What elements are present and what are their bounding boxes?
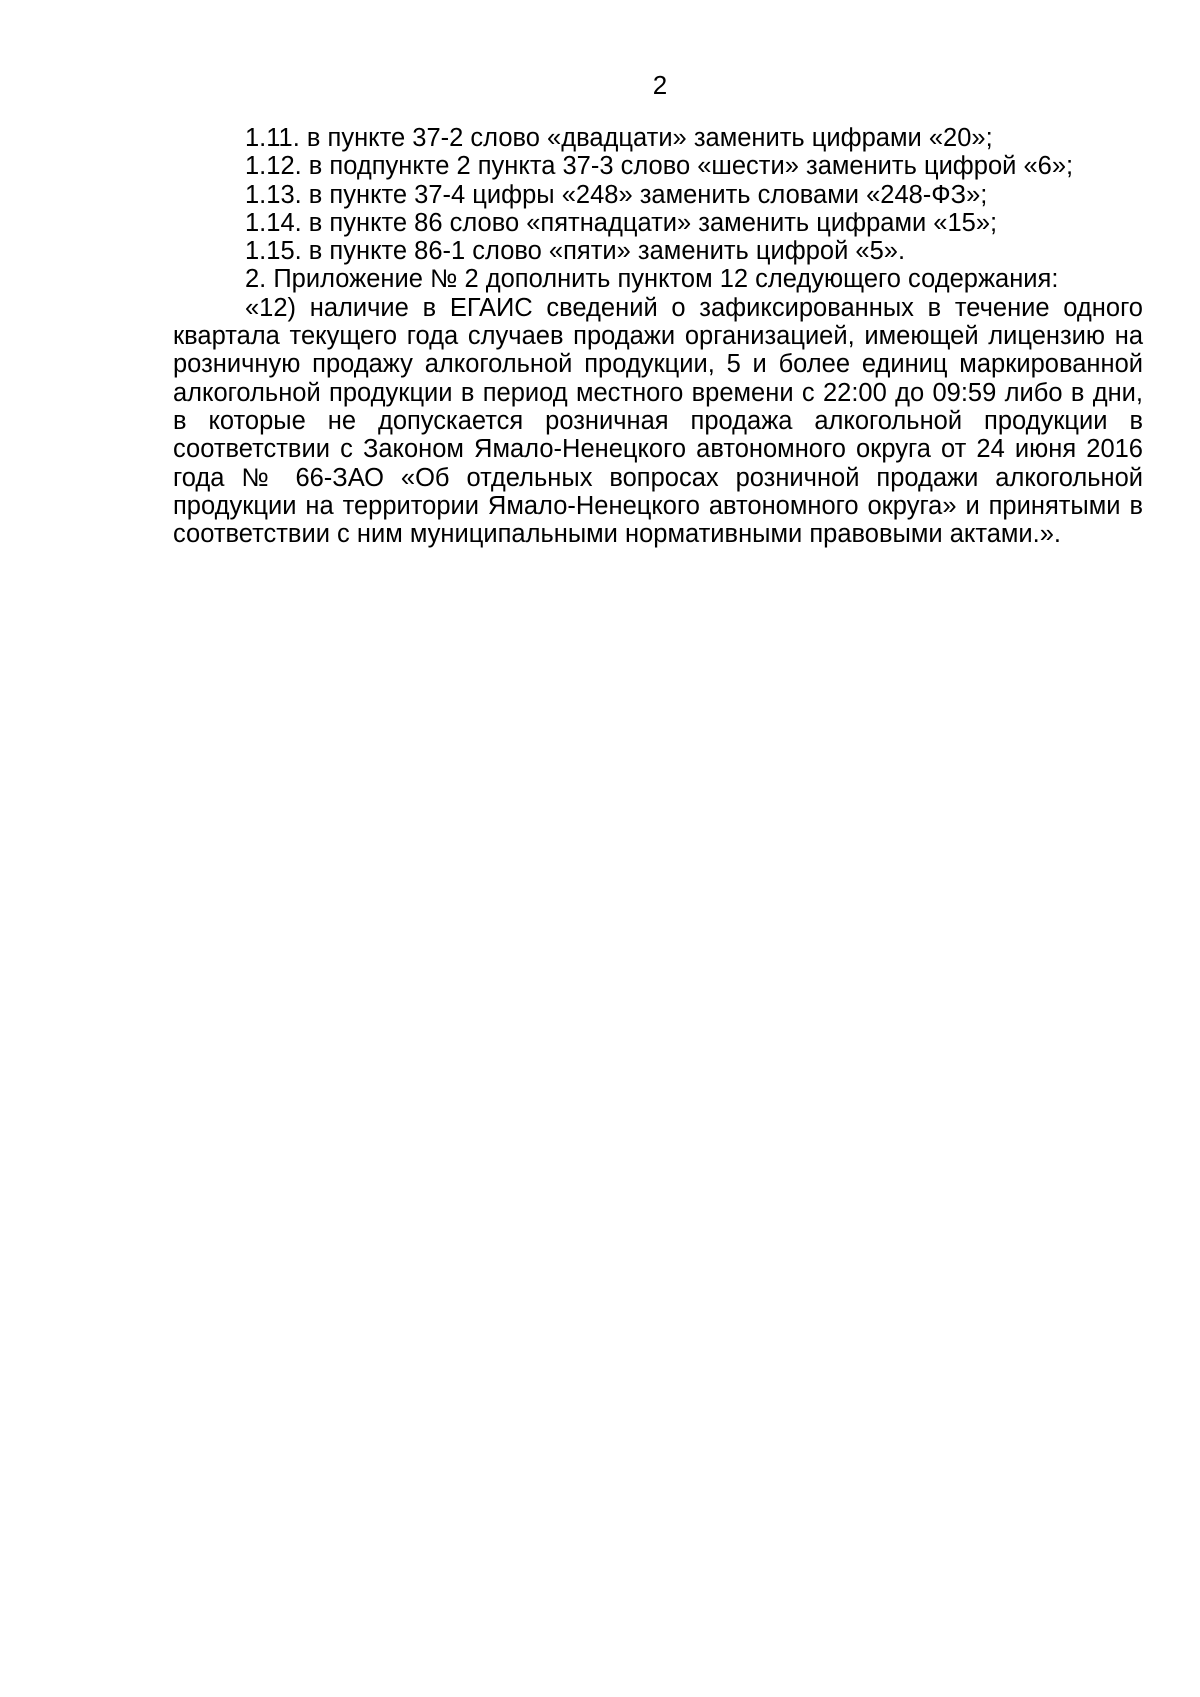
document-body xyxy=(173,124,1143,548)
page-number: 2 xyxy=(652,70,668,100)
amendment-item-2: 2. Приложение № 2 дополнить пунктом 12 следующего содержания: xyxy=(245,265,1059,294)
amendment-item-1-12: 1.12. в подпункте 2 пункта 37-3 слово «шести» заменить цифрой «6»; xyxy=(245,152,1074,181)
clause-12-paragraph: «12) наличие в ЕГАИС сведений о зафиксированных в течение одного квартала текущего года случаев продажи организацией, имеющей лицензию на розничную продажу алкогольной продукции, 5 и более единиц маркированной алкогольной продукции в период местного времени с 22:00 до 09:59 либо в дни, в которые не допускается розничная продажа алкогольной продукции в соответствии с Законом Ямало-Ненецкого автономного округа от 24 июня 2016 года № 66-ЗАО «Об отдельных вопросах розничной продажи алкогольной продукции на территории Ямало-Ненецкого автономного округа» и принятыми в соответствии с ним муниципальными нормативными правовыми актами.». xyxy=(173,293,1143,549)
amendment-item-1-15: 1.15. в пункте 86-1 слово «пяти» заменить цифрой «5». xyxy=(245,237,906,266)
amendment-item-1-13: 1.13. в пункте 37-4 цифры «248» заменить словами «248-ФЗ»; xyxy=(245,180,988,209)
amendment-item-1-11: 1.11. в пункте 37-2 слово «двадцати» заменить цифрами «20»; xyxy=(245,124,993,152)
amendment-item-1-14: 1.14. в пункте 86 слово «пятнадцати» заменить цифрами «15»; xyxy=(245,208,998,237)
